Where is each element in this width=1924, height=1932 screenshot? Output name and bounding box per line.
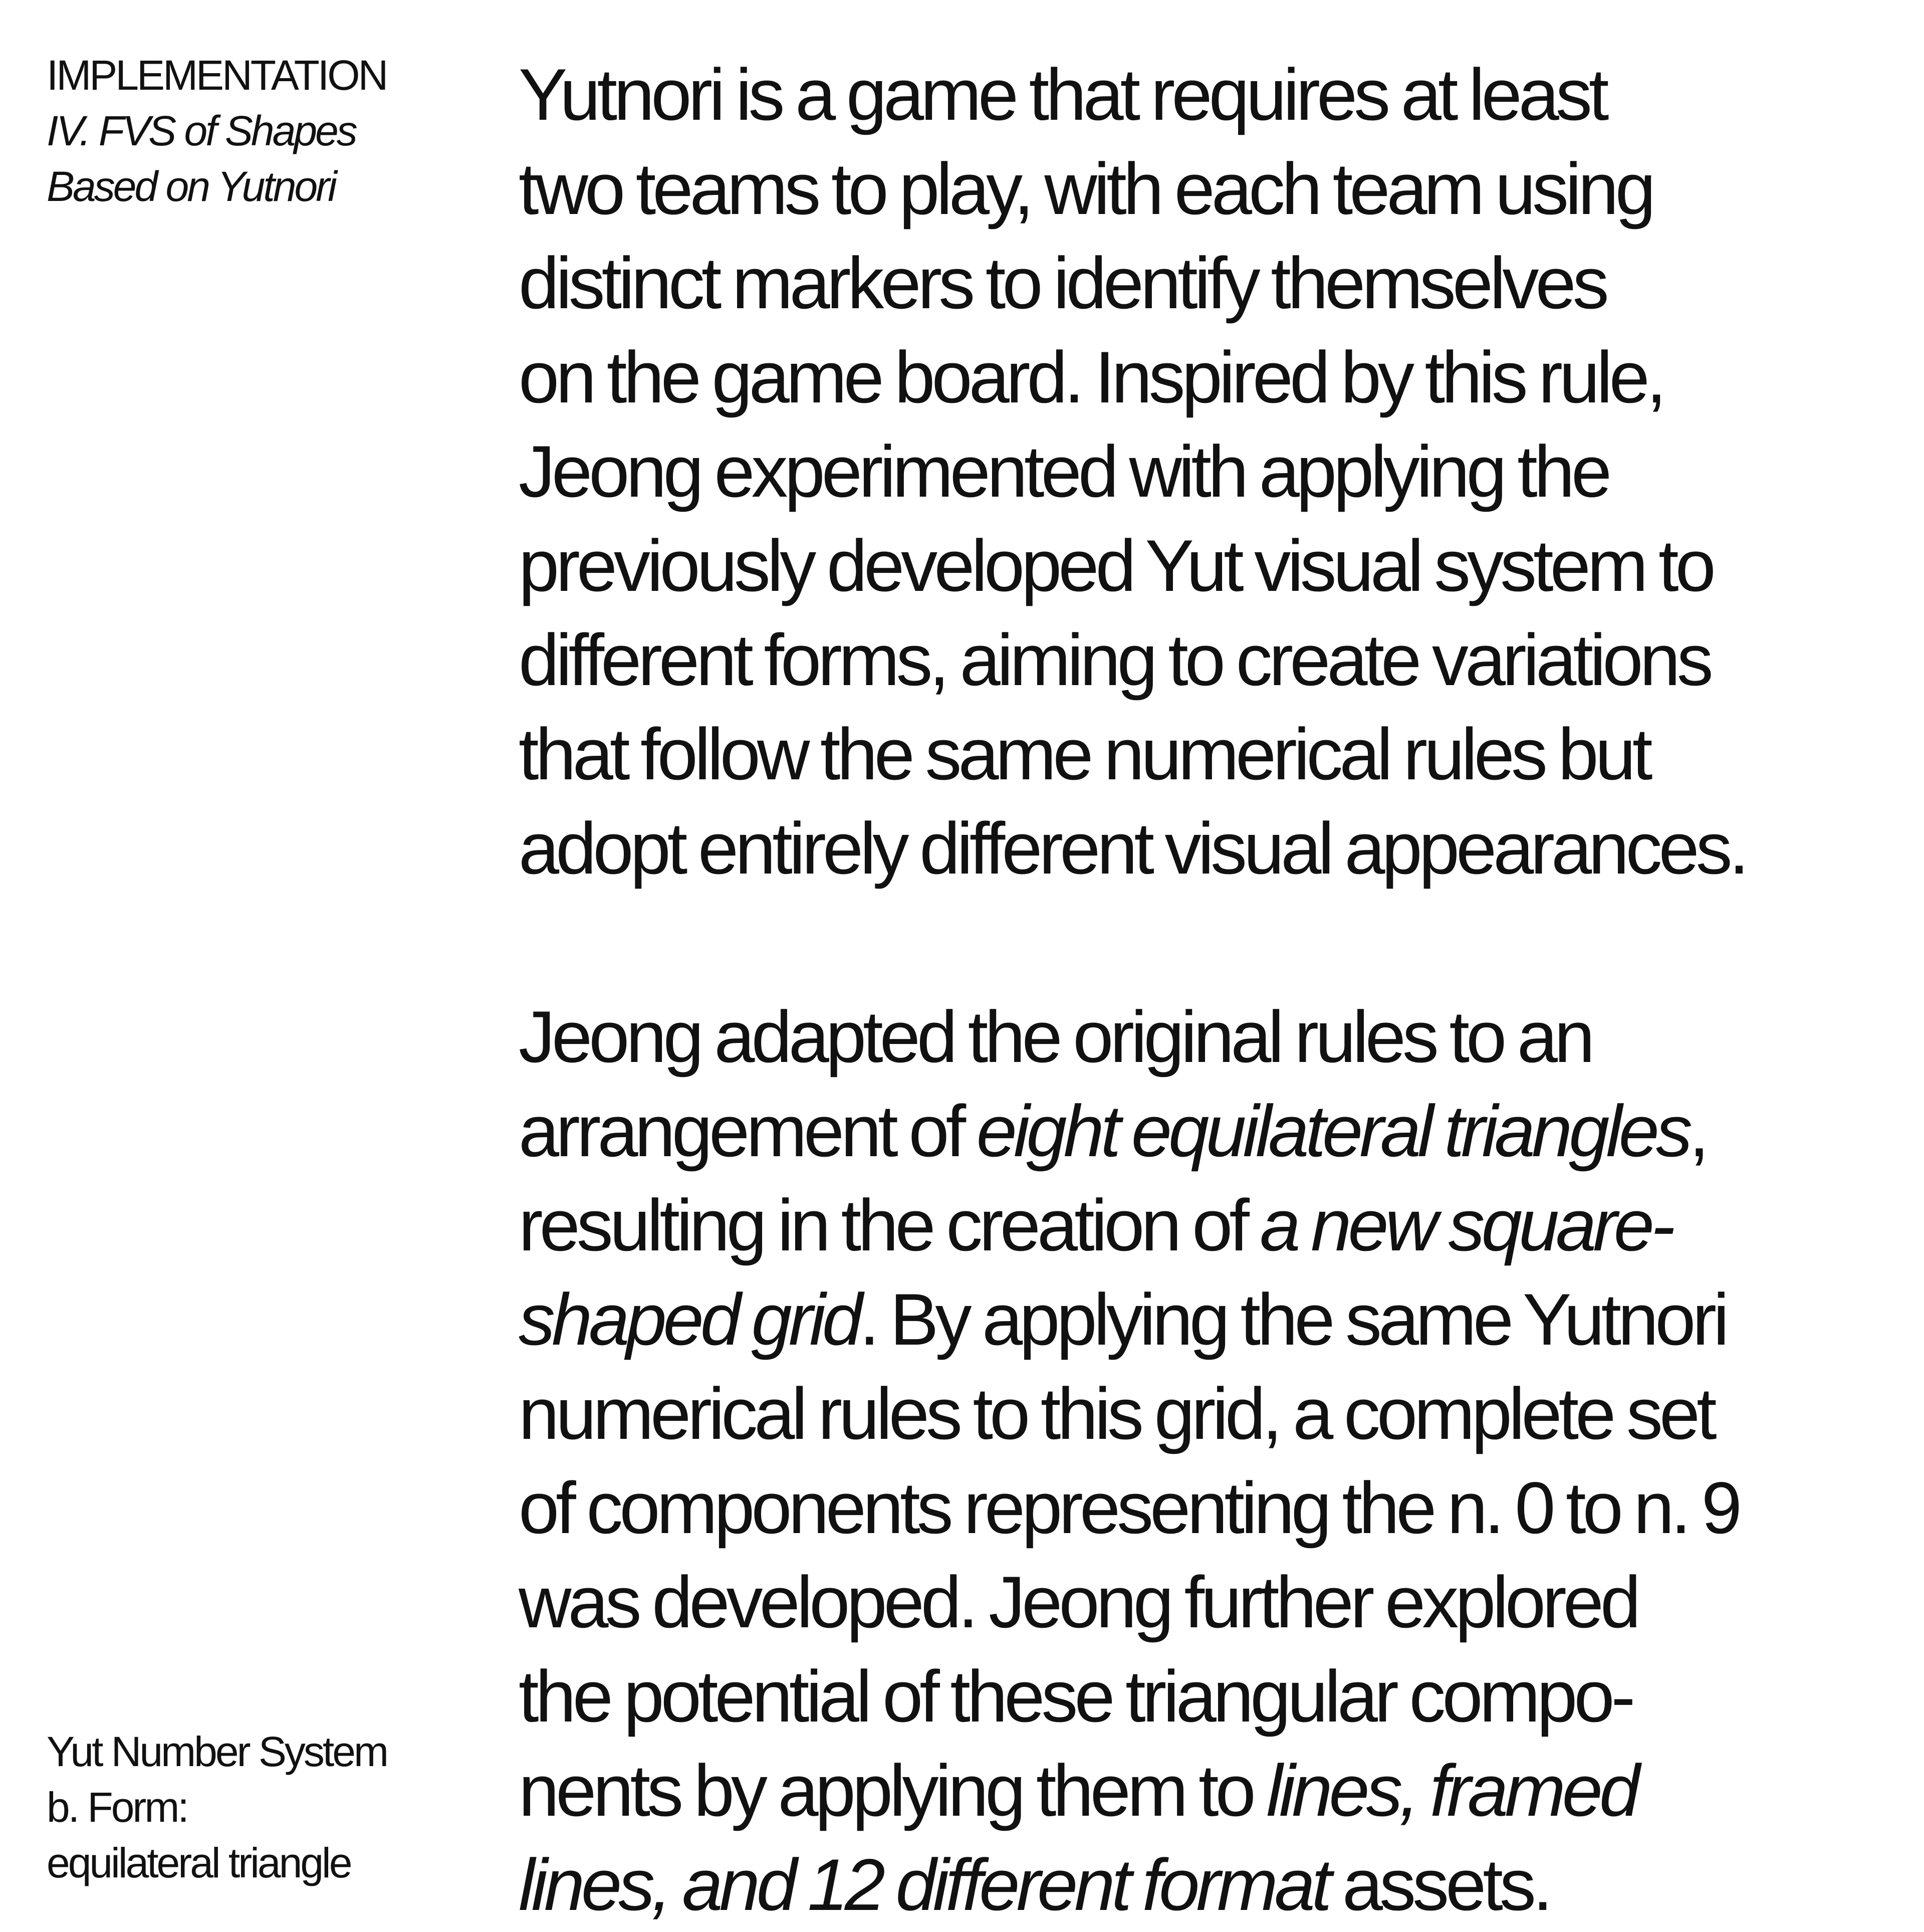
text-line — [519, 1084, 1911, 1178]
paragraph-triangles — [519, 990, 1911, 1932]
section-subheading-line-2: Based on Yutnori — [47, 163, 335, 210]
paragraph-intro — [519, 48, 1911, 896]
figure-caption — [47, 1724, 477, 1891]
text-line: Jeong experimented with applying the — [519, 431, 1609, 512]
text-line: was developed. Jeong further explored — [519, 1561, 1638, 1643]
text-run: resulting in the creation of — [519, 1184, 1260, 1266]
text-run: assets. — [1328, 1844, 1550, 1925]
body-text — [519, 48, 1911, 1932]
text-line: adopt entirely different visual appearances. — [519, 807, 1746, 889]
caption-line-1: b. Form: — [47, 1784, 187, 1831]
section-heading: IMPLEMENTATION — [47, 52, 387, 99]
text-line: of components representing the n. 0 to n. 9 — [519, 1467, 1739, 1549]
text-line — [519, 1838, 1911, 1932]
text-line: the potential of these triangular compo- — [519, 1655, 1632, 1737]
text-line: Yutnori is a game that requires at least — [519, 54, 1606, 135]
text-run: arrangement of — [519, 1090, 977, 1172]
emphasis-text: lines, and 12 different format — [519, 1844, 1329, 1925]
caption-title: Yut Number System — [47, 1728, 387, 1775]
emphasis-text: eight equilateral triangles — [976, 1090, 1689, 1172]
section-label — [47, 48, 477, 214]
text-line: that follow the same numerical rules but — [519, 713, 1649, 795]
text-line: previously developed Yut visual system to — [519, 525, 1713, 606]
text-run: nents by applying them to — [519, 1750, 1267, 1831]
text-line: on the game board. Inspired by this rule, — [519, 336, 1663, 418]
text-line: numerical rules to this grid, a complete set — [519, 1373, 1714, 1454]
text-line — [519, 1272, 1911, 1367]
text-line — [519, 1744, 1911, 1838]
section-subheading-line-1: IV. FVS of Shapes — [47, 107, 356, 154]
caption-line-2: equilateral triangle — [47, 1839, 351, 1886]
text-line — [519, 1178, 1911, 1272]
emphasis-text: a new square- — [1260, 1184, 1672, 1266]
emphasis-text: lines, framed — [1266, 1750, 1637, 1831]
text-run: . By applying the same Yutnori — [859, 1278, 1726, 1360]
text-run: , — [1689, 1090, 1706, 1172]
text-line: Jeong adapted the original rules to an — [519, 996, 1592, 1078]
text-line: distinct markers to identify themselves — [519, 242, 1606, 324]
text-line: two teams to play, with each team using — [519, 148, 1652, 230]
emphasis-text: shaped grid — [519, 1278, 860, 1360]
text-line: different forms, aiming to create variations — [519, 619, 1710, 701]
